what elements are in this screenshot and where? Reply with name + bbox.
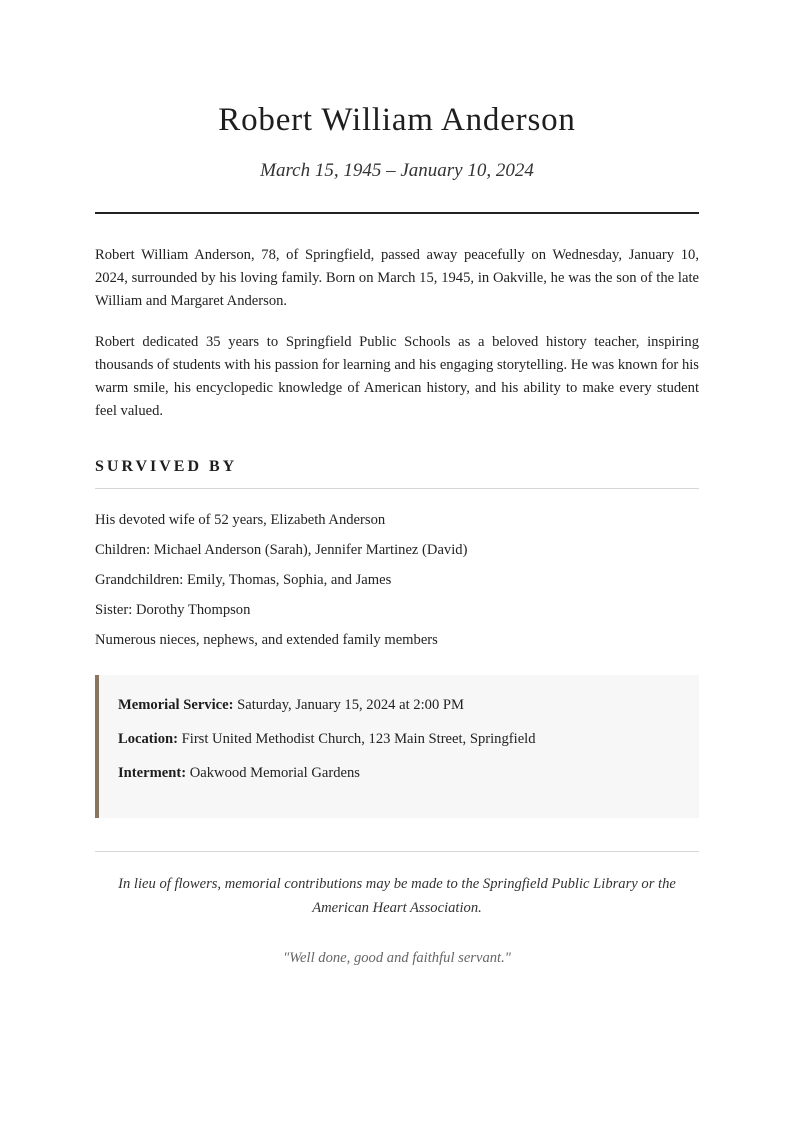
life-dates: March 15, 1945 – January 10, 2024 xyxy=(260,160,534,181)
interment-label: Interment: xyxy=(118,765,187,782)
obituary-page xyxy=(95,0,699,968)
interment-value: Oakwood Memorial Gardens xyxy=(186,765,360,782)
obituary-paragraph-2: Robert dedicated 35 years to Springfield Public Schools as a beloved history teacher, inspiring thousands of students with his passion for learning and his engaging storytelling. He was known for his warm smile, his encyclopedic knowledge of American history, and his ability to make every student feel valued. xyxy=(95,333,699,420)
survivors-list xyxy=(95,511,699,649)
survivor-item: Grandchildren: Emily, Thomas, Sophia, and James xyxy=(95,572,392,589)
memorial-service-label: Memorial Service: xyxy=(118,697,234,714)
survived-by-divider xyxy=(95,488,699,489)
interment-line xyxy=(118,764,679,782)
obituary-paragraph-1: Robert William Anderson, 78, of Springfield, passed away peacefully on Wednesday, January 10, 2024, surrounded by his loving family. Born on March 15, 1945, in Oakville, he was the son of the late William and Margaret Anderson. xyxy=(95,247,699,310)
survivor-item: Numerous nieces, nephews, and extended family members xyxy=(95,632,438,649)
memorial-service-value: Saturday, January 15, 2024 at 2:00 PM xyxy=(233,697,464,714)
location-value: First United Methodist Church, 123 Main Street, Springfield xyxy=(178,731,536,748)
deceased-name: Robert William Anderson xyxy=(218,102,576,138)
memorial-contributions-note: In lieu of flowers, memorial contributions may be made to the Springfield Public Library or the American Heart Association. xyxy=(118,876,676,917)
memorial-service-line xyxy=(118,696,679,714)
closing-divider xyxy=(95,851,699,852)
location-label: Location: xyxy=(118,731,178,748)
service-details-box xyxy=(95,675,699,818)
survivor-item: Sister: Dorothy Thompson xyxy=(95,602,251,619)
survivor-item: Children: Michael Anderson (Sarah), Jennifer Martinez (David) xyxy=(95,542,468,559)
header-divider xyxy=(95,212,699,214)
location-line xyxy=(118,730,679,748)
closing-quote: "Well done, good and faithful servant." xyxy=(283,950,511,967)
survivor-item: His devoted wife of 52 years, Elizabeth Anderson xyxy=(95,512,386,529)
survived-by-heading: SURVIVED BY xyxy=(95,458,238,476)
